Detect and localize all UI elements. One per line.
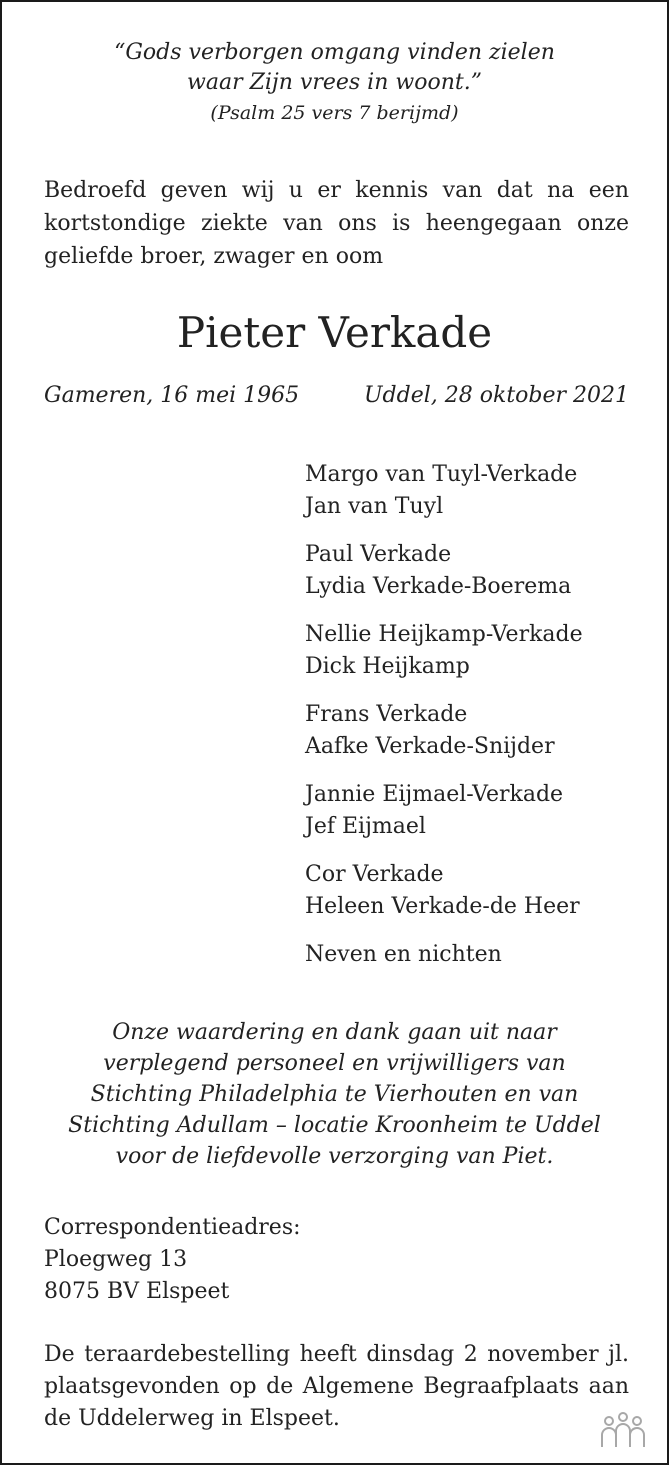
deceased-name: Pieter Verkade xyxy=(176,308,493,357)
family-group xyxy=(305,699,583,763)
family-member: Paul Verkade xyxy=(305,542,452,567)
quote-line-1: “Gods verborgen omgang vinden zielen xyxy=(114,40,555,65)
quote-line-2: waar Zijn vrees in woont.” xyxy=(187,70,482,95)
logo-head-right xyxy=(633,1417,641,1425)
logo-body-left xyxy=(602,1428,616,1447)
family-member: Cor Verkade xyxy=(305,862,444,887)
family-group xyxy=(305,779,583,843)
family-list xyxy=(305,459,583,987)
bible-quote xyxy=(2,38,667,128)
logo-head-center xyxy=(619,1413,627,1421)
birth-date: Gameren, 16 mei 1965 xyxy=(44,383,300,408)
thanks-line: Stichting Philadelphia te Vierhouten en van xyxy=(90,1082,579,1107)
thanks-line: verplegend personeel en vrijwilligers van xyxy=(103,1051,566,1076)
thanks-line: Onze waardering en dank gaan uit naar xyxy=(112,1020,557,1045)
family-member: Margo van Tuyl-Verkade xyxy=(305,462,578,487)
correspondence-address xyxy=(44,1212,301,1308)
address-label: Correspondentieadres: xyxy=(44,1215,301,1240)
family-member: Lydia Verkade-Boerema xyxy=(305,574,572,599)
logo-body-center xyxy=(616,1424,630,1447)
family-logo-icon xyxy=(599,1411,647,1451)
logo-head-left xyxy=(605,1417,613,1425)
family-member: Neven en nichten xyxy=(305,942,502,967)
address-city: 8075 BV Elspeet xyxy=(44,1279,230,1304)
thanks-line: Stichting Adullam – locatie Kroonheim te Uddel xyxy=(68,1113,601,1138)
logo-body-right xyxy=(630,1428,644,1447)
announcement-text: Bedroefd geven wij u er kennis van dat na een kortstondige ziekte van ons is heengegaan onze geliefde broer, zwager en oom xyxy=(44,178,629,269)
address-street: Ploegweg 13 xyxy=(44,1247,188,1272)
thanks-text xyxy=(2,1017,667,1172)
quote-source: (Psalm 25 vers 7 berijmd) xyxy=(210,102,459,124)
family-member: Aafke Verkade-Snijder xyxy=(305,734,555,759)
thanks-line: voor de liefdevolle verzorging van Piet. xyxy=(115,1144,554,1169)
death-date: Uddel, 28 oktober 2021 xyxy=(364,383,629,408)
burial-notice: De teraardebestelling heeft dinsdag 2 november jl. plaatsgevonden op de Algemene Begraafplaats aan de Uddelerweg in Elspeet. xyxy=(44,1342,629,1431)
family-member: Heleen Verkade-de Heer xyxy=(305,894,580,919)
family-member: Jannie Eijmael-Verkade xyxy=(305,782,564,807)
family-group xyxy=(305,619,583,683)
family-member: Jef Eijmael xyxy=(305,814,426,839)
family-member: Frans Verkade xyxy=(305,702,468,727)
family-group xyxy=(305,459,583,523)
family-group xyxy=(305,539,583,603)
family-member: Jan van Tuyl xyxy=(305,494,444,519)
family-member: Dick Heijkamp xyxy=(305,654,470,679)
life-dates xyxy=(44,380,629,412)
family-group xyxy=(305,859,583,923)
family-member: Nellie Heijkamp-Verkade xyxy=(305,622,583,647)
family-group xyxy=(305,939,583,971)
